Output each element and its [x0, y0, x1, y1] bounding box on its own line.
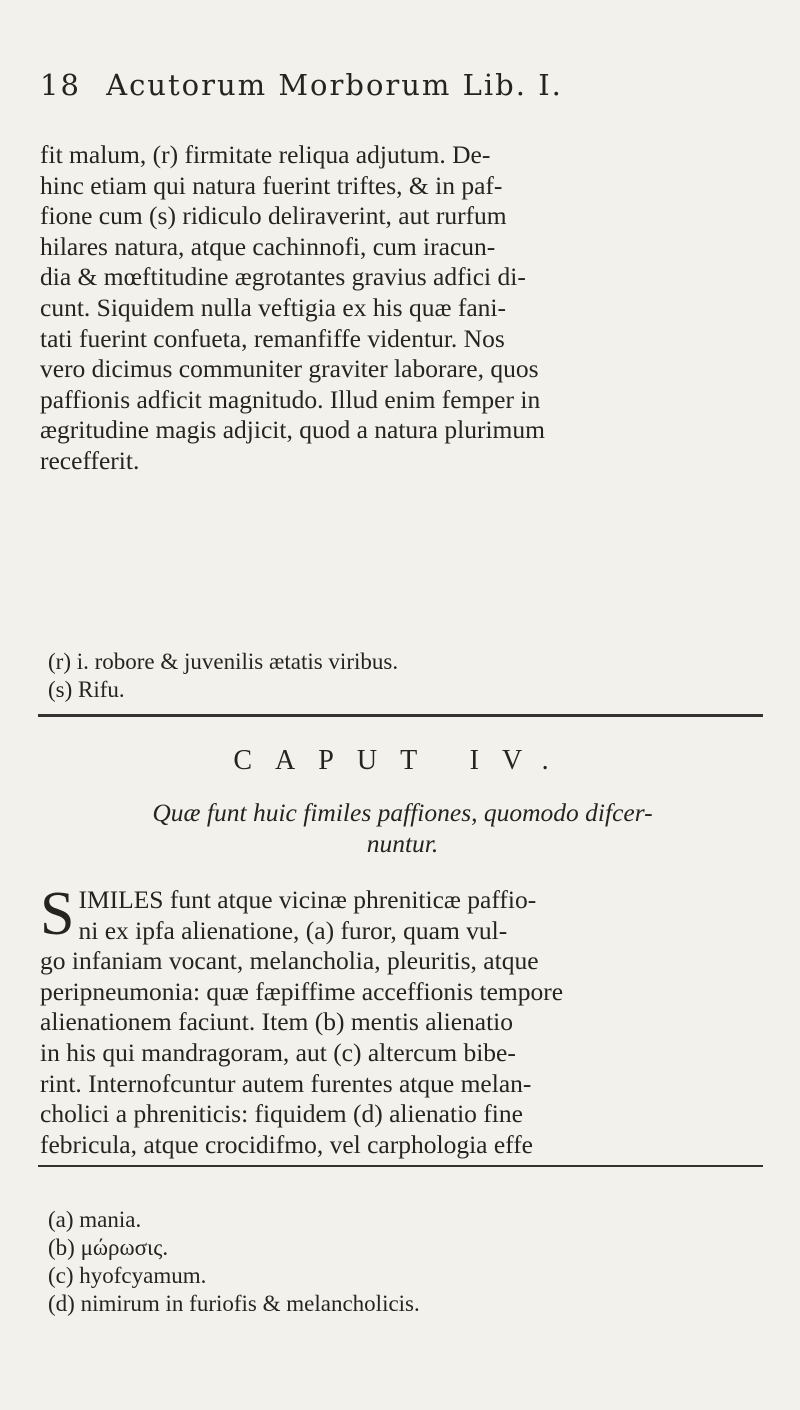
text-line: vero dicimus communiter graviter laborare, quos — [40, 354, 539, 384]
footnote: (s) Rifu. — [48, 677, 125, 702]
text-line: hilares natura, atque cachinnofi, cum iracun- — [40, 231, 496, 261]
page-number: 18 — [40, 68, 81, 102]
text-line: recefferit. — [40, 445, 140, 475]
paragraph-2 — [40, 880, 765, 1160]
text-line: febricula, atque crocidifmo, vel carphologia effe — [40, 1129, 534, 1159]
footnote: (c) hyofcyamum. — [48, 1263, 207, 1288]
text-line: hinc etiam qui natura fuerint triftes, & in paf- — [40, 170, 503, 200]
footnote: (b) μώρωσις. — [48, 1235, 169, 1260]
footnotes-2 — [48, 1206, 420, 1318]
paragraph-1 — [40, 140, 765, 477]
text-line: cunt. Siquidem nulla veftigia ex his quæ fani- — [40, 292, 506, 322]
text-line: go infaniam vocant, melancholia, pleuritis, atque — [40, 946, 539, 976]
text-line: in his qui mandragoram, aut (c) altercum bibe- — [40, 1037, 516, 1067]
text-line: fit malum, (r) firmitate reliqua adjutum. De- — [40, 140, 491, 169]
footnote-rule — [38, 1165, 763, 1167]
text-line: alienationem faciunt. Item (b) mentis alienatio — [40, 1007, 513, 1037]
subtitle-line: Quæ funt huic fimiles paffiones, quomodo difcer- — [152, 798, 653, 827]
text-line: tati fuerint confueta, remanfiffe videntur. Nos — [40, 323, 505, 353]
text-line: cholici a phreniticis: fiquidem (d) alienatio fine — [40, 1099, 523, 1129]
subtitle-line: nuntur. — [366, 829, 439, 858]
text-line: paffionis adficit magnitudo. Illud enim femper in — [40, 384, 541, 414]
footnote: (d) nimirum in furiofis & melancholicis. — [48, 1291, 420, 1316]
footnote: (a) mania. — [48, 1207, 142, 1232]
text-line: dia & mœftitudine ægrotantes gravius adfici di- — [40, 262, 526, 292]
footnote: (r) i. robore & juvenilis ætatis viribus. — [48, 649, 399, 674]
text-line: ni ex ipfa alienatione, (a) furor, quam vul- — [78, 915, 508, 945]
text-line: fione cum (s) ridiculo deliraverint, aut rurfum — [40, 201, 507, 231]
footnotes-1 — [48, 648, 398, 704]
running-title: Acutorum Morborum Lib. I. — [106, 68, 563, 102]
chapter-heading: CAPUT IV. — [233, 745, 572, 776]
running-header — [40, 68, 770, 102]
drop-capital: S — [40, 880, 75, 948]
text-line: peripneumonia: quæ fæpiffime acceffionis tempore — [40, 976, 564, 1006]
text-line: ægritudine magis adjicit, quod a natura plurimum — [40, 415, 545, 445]
divider-rule — [38, 714, 763, 717]
text-line: IMILES funt atque vicinæ phreniticæ paffio- — [78, 885, 537, 914]
chapter-subtitle — [40, 797, 765, 859]
text-line: rint. Internofcuntur autem furentes atque melan- — [40, 1068, 532, 1098]
